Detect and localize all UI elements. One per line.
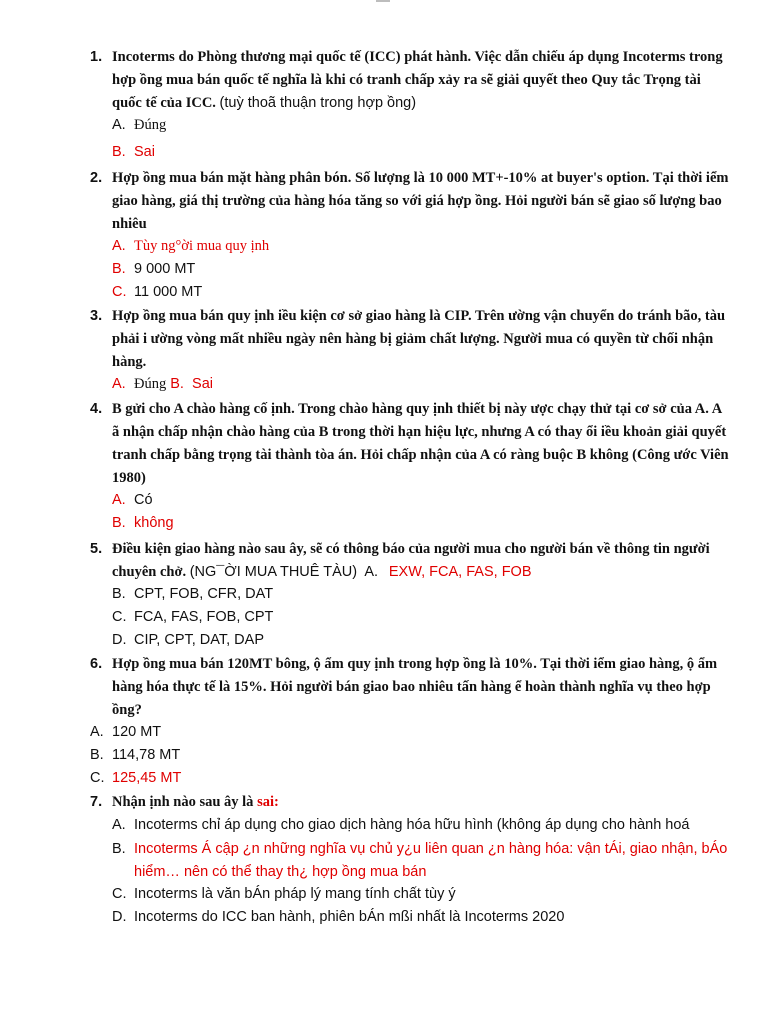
option-3b[interactable]: B. Sai [170,376,213,392]
question-number: 1. [90,49,103,65]
question-1 [90,46,730,115]
question-number: 4. [90,401,103,417]
option-6b[interactable]: B. 114,78 MT [90,747,181,763]
option-7c[interactable]: C. Incoterms là văn bÁn pháp lý mang tính chất tùy ý [112,886,456,902]
question-text: Incoterms do Phòng thương mại quốc tế (ICC) phát hành. Việc dẫn chiếu áp dụng Incoterms trong hợp ồng mua bán quốc tế nghĩa là khi có tranh chấp xảy ra sẽ giải quyết theo Quy tắc Trọng tài quốc tế của ICC. (tuỳ thoã thuận trong hợp ồng) [112,49,723,111]
question-number: 7. [90,794,103,810]
question-note: (NG¯ỜI MUA THUÊ TÀU) [189,564,358,580]
option-2b[interactable]: B. 9 000 MT [112,261,196,277]
option-3a-3b[interactable]: A. Đúng B. Sai [112,376,213,392]
option-5c[interactable]: C. FCA, FAS, FOB, CPT [112,609,274,625]
option-7d[interactable]: D. Incoterms do ICC ban hành, phiên bÁn mßi nhất là Incoterms 2020 [112,909,565,925]
option-2a[interactable]: A. Tùy ng°ời mua quy ịnh [112,238,270,254]
question-text: Điều kiện giao hàng nào sau ây, sẽ có thông báo của người mua cho người bán về thông tin người chuyên chở. (NG¯ỜI MUA THUÊ TÀU) A. EXW, FCA, FAS, FOB [112,541,710,580]
option-7a[interactable]: A. Incoterms chỉ áp dụng cho giao dịch hàng hóa hữu hình (không áp dụng cho hành hoá [112,817,690,833]
question-3 [90,305,730,374]
option-4a[interactable]: A. Có [112,492,153,508]
question-number: 3. [90,308,103,324]
question-number: 6. [90,656,103,672]
question-text: B gửi cho A chào hàng cố ịnh. Trong chào hàng quy ịnh thiết bị này ược chạy thử tại cơ sở của A. A ã nhận chấp nhận chào hàng của B trong thời hạn hiệu lực, nhưng A có thay ổi iều khoản giải quyết tranh chấp bằng trọng tài thành tòa án. Hỏi chấp nhận của A có ràng buộc B không (Công ước Viên 1980) [112,401,729,486]
question-number: 2. [90,170,103,186]
question-6 [90,653,730,722]
question-2 [90,167,730,236]
option-1b[interactable]: B. Sai [112,144,155,160]
option-5a[interactable]: EXW, FCA, FAS, FOB [388,564,532,580]
option-5a-letter: A. [364,564,379,580]
question-text: Hợp ồng mua bán quy ịnh iều kiện cơ sở giao hàng là CIP. Trên ường vận chuyển do tránh bão, tàu phải i ường vòng mất nhiều ngày nên hàng bị giảm chất lượng. Người mua có quyền từ chối nhận hàng. [112,308,726,370]
question-4 [90,398,730,490]
question-text: Nhận ịnh nào sau ây là sai: [112,794,279,810]
option-6c[interactable]: C. 125,45 MT [90,770,182,786]
option-2c[interactable]: C. 11 000 MT [112,284,203,300]
page-top-mark [376,0,390,2]
question-number: 5. [90,541,103,557]
question-7 [90,791,730,814]
option-5b[interactable]: B. CPT, FOB, CFR, DAT [112,586,274,602]
option-6a[interactable]: A. 120 MT [90,724,162,740]
option-7b[interactable]: B. Incoterms Á cập ¿n những nghĩa vụ chủ y¿u liên quan ¿n hàng hóa: vận tÁi, giao nhận, bÁo hiểm… nên có thể thay th¿ hợp ồng mua bán [112,841,728,880]
question-text: Hợp ồng mua bán 120MT bông, ộ ẩm quy ịnh trong hợp ồng là 10%. Tại thời iểm giao hàng, ộ ẩm hàng hóa thực tế là 15%. Hỏi người bán giao bao nhiêu tấn hàng ể hoàn thành nghĩa vụ theo hợp ồng? [112,656,718,718]
question-note: (tuỳ thoã thuận trong hợp ồng) [219,95,417,111]
question-5 [90,538,730,584]
option-5d[interactable]: D. CIP, CPT, DAT, DAP [112,632,264,648]
option-1a[interactable]: A. Đúng [112,117,167,133]
question-text: Hợp ồng mua bán mặt hàng phân bón. Số lượng là 10 000 MT+-10% at buyer's option. Tại thời iểm giao hàng, giá thị trường của hàng hóa tăng so với giá hợp ồng. Hỏi người bán sẽ giao số lượng bao nhiêu [112,170,729,232]
option-4b[interactable]: B. không [112,515,174,531]
